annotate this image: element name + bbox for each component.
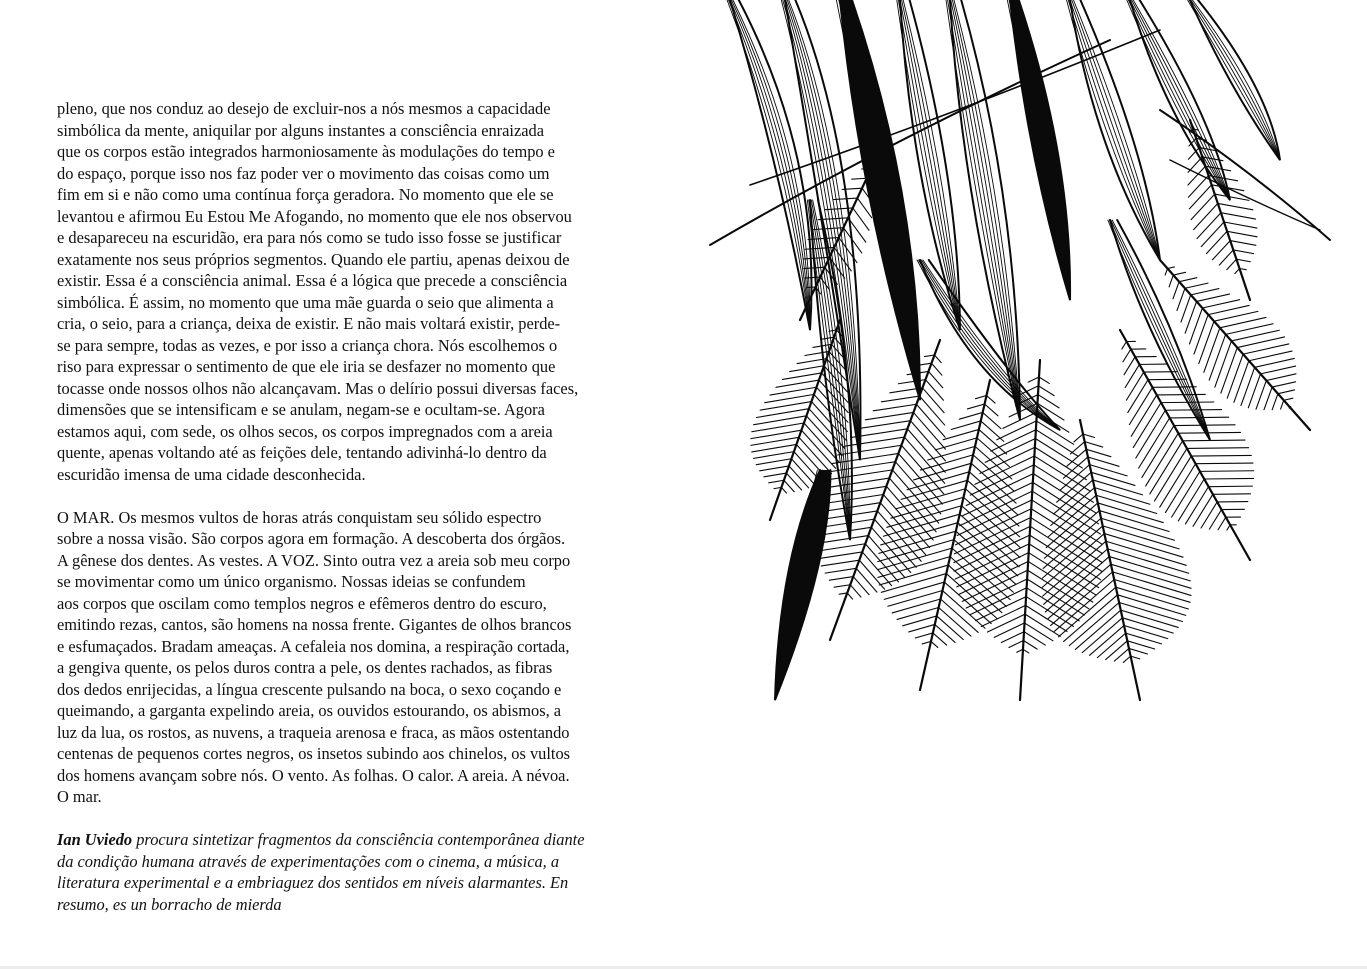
frond-far-right <box>1160 260 1310 430</box>
blade-1 <box>730 0 812 330</box>
author-bio <box>57 829 623 915</box>
author-name: Ian Uviedo <box>57 830 133 849</box>
feather-leaves-illustration <box>690 0 1350 720</box>
illustration-svg <box>690 0 1350 720</box>
frond-upper-right <box>1190 120 1250 300</box>
article-paragraph-2: O MAR. Os mesmos vultos de horas atrás conquistam seu sólido espectro sobre a nossa visão. São corpos agora em formação. A descoberta dos órgãos. A gênese dos dentes. As vestes. A VOZ. Sinto outra vez a areia sob meu corpo se movimentar como um único organismo. Nossas ideias se confundem aos corpos que oscilam como templos negros e efêmeros dentro do escuro, emitindo rezas, cantos, são homens na nossa frente. Gigantes de olhos brancos e esfumaçados. Bradam ameaças. A cefaleia nos domina, a respiração cortada, a gengiva quente, os pelos duros contra a pele, os dentes rachados, as fibras dos dedos enrijecidas, a língua crescente pulsando na boca, o sexo coçando e queimando, a garganta expelindo areia, os ouvidos estourando, os abismos, a luz da lua, os rostos, as nuvens, a traqueia arenosa e fraca, as mãos ostentando centenas de pequenos cortes negros, os insetos subindo aos chinelos, os vultos dos homens avançam sobre nós. O vento. As folhas. O calor. A areia. A névoa. O mar. <box>57 507 572 806</box>
dark-leaf <box>775 470 830 700</box>
article-paragraph-1: pleno, que nos conduz ao desejo de excluir-nos a nós mesmos a capacidade simbólica da mente, aniquilar por alguns instantes a consciência enraizada que os corpos estão integrados harmoniosamente às modulações do tempo e do espaço, porque isso nos faz poder ver o movimento das coisas como um fim em si e não como uma contínua força geradora. No momento que ele se levantou e afirmou Eu Estou Me Afogando, no momento que ele nos observou e desapareceu na escuridão, era para nós como se tudo isso fosse se justificar exatamente nos seus próprios segmentos. Quando ele partiu, apenas deixou de existir. Essa é a consciência animal. Essa é a lógica que precede a consciência simbólica. É assim, no momento que uma mãe guarda o seio que alimenta a cria, o seio, para a criança, deixa de existir. E não mais voltará existir, perde- se para sempre, todas as vezes, e por isso a criança chora. Nós escolhemos o riso para expressar o sentimento de que ele iria se desfazer no momento que tocasse onde nossos olhos não alcançavam. Mas o delírio possui diversas faces, dimensões que se intensificam e se anulam, negam-se e ocultam-se. Agora estamos aqui, com sede, os olhos secos, os corpos impregnados com a areia quente, apenas voltando até as feições dele, tentando adivinhá-lo dentro da escuridão imensa de uma cidade desconhecida. <box>57 99 579 484</box>
frond-center-1 <box>920 380 990 690</box>
author-bio-text: procura sintetizar fragmentos da consciência contemporânea diante da condição humana através de experimentações com o cinema, a música, a literatura experimental e a embriaguez dos sentidos em níveis alarmantes. En resumo, es un borracho de mierda <box>57 830 585 914</box>
frond-center-3 <box>1080 420 1140 700</box>
article-text <box>57 98 623 915</box>
